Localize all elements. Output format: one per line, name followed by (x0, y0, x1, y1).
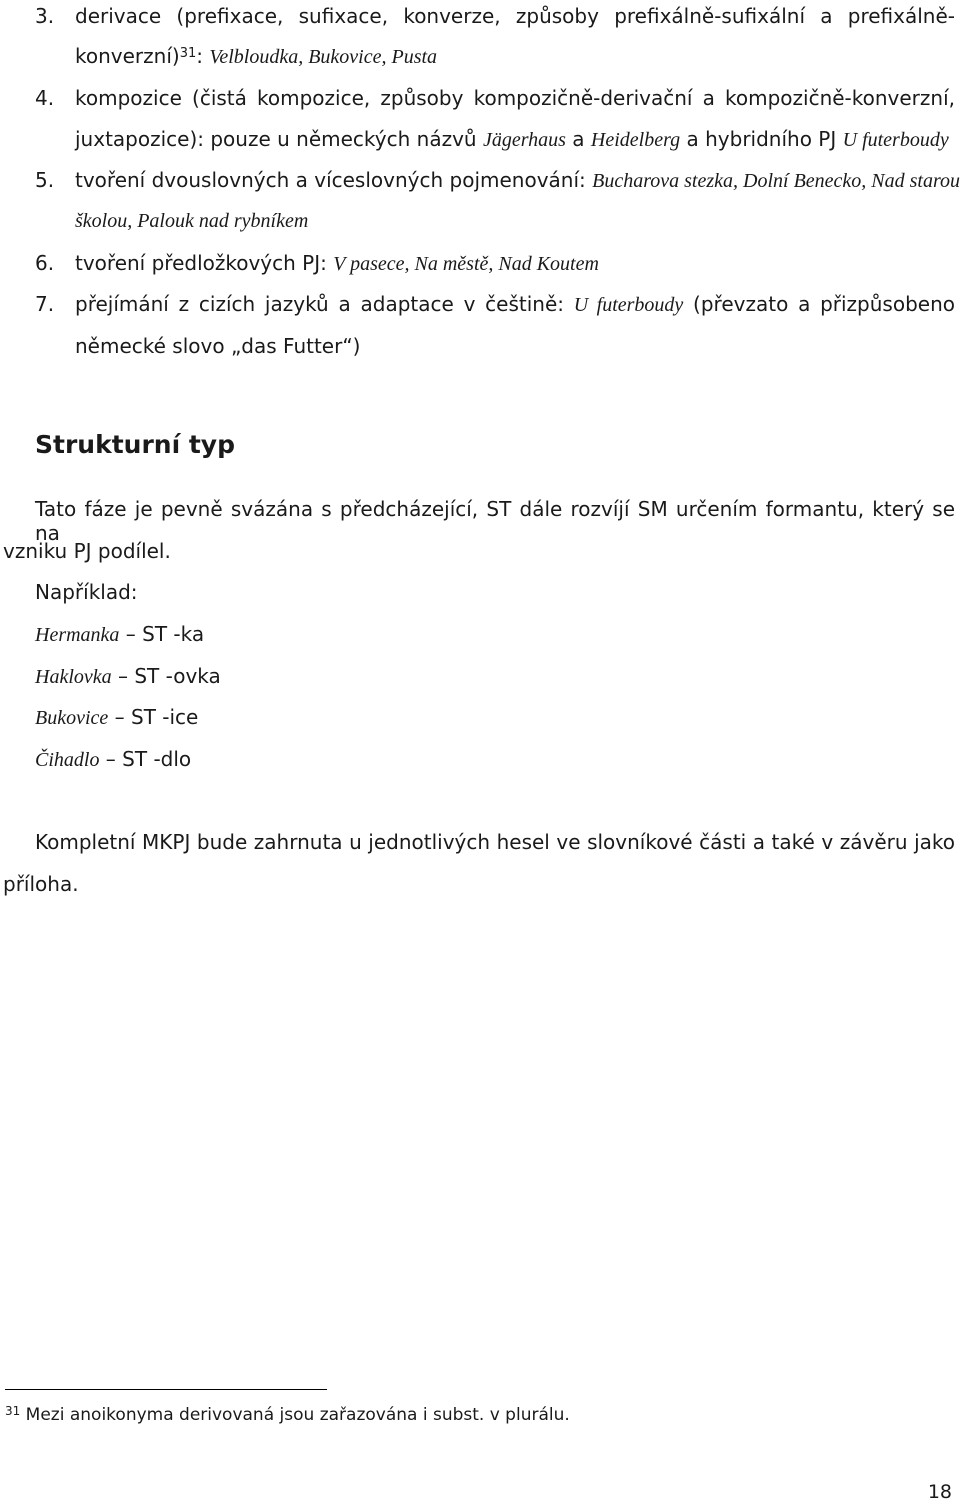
example-futerboudy: U futerboudy (842, 129, 949, 151)
list-item-5-examples-cont: školou, Palouk nad rybníkem (75, 210, 309, 232)
example-suffix: – ST -ovka (111, 664, 221, 688)
example-row (35, 705, 198, 730)
list-item-3-text: konverzní) (75, 44, 180, 68)
list-item-7-text-b: (převzato a přizpůsobeno (683, 292, 955, 316)
list-number-6: 6. (35, 251, 55, 275)
example-heidelberg: Heidelberg (590, 129, 681, 151)
paragraph-2-line1: Kompletní MKPJ bude zahrnuta u jednotlivých hesel ve slovníkové části a také v závěru jako (35, 830, 955, 854)
list-item-6-line (75, 251, 599, 276)
example-row (35, 747, 191, 772)
list-number-5: 5. (35, 168, 55, 192)
list-item-7-line1 (75, 292, 955, 317)
section-heading: Strukturní typ (35, 430, 235, 459)
example-suffix: – ST -ice (108, 705, 199, 729)
list-item-3-sep: : (196, 44, 210, 68)
footnote-ref: 31 (179, 46, 197, 61)
list-item-3-line2 (75, 44, 437, 69)
list-item-5-examples: Bucharova stezka, Dolní Benecko, Nad starou (592, 170, 960, 192)
example-name: Haklovka (35, 666, 112, 688)
footnote-separator (5, 1389, 327, 1390)
paragraph-1-line1: Tato fáze je pevně svázána s předcházející, ST dále rozvíjí SM určením formantu, který se na (35, 497, 955, 545)
list-item-7-text: přejímání z cizích jazyků a adaptace v češtině: (75, 292, 574, 316)
list-item-7-line2: německé slovo „das Futter“) (75, 334, 361, 358)
example-suffix: – ST -dlo (99, 747, 192, 771)
list-number-3: 3. (35, 4, 55, 28)
footnote-number: 31 (5, 1404, 21, 1418)
page-number: 18 (927, 1481, 952, 1503)
list-number-4: 4. (35, 86, 55, 110)
list-item-4-text: juxtapozice): pouze u německých názvů (75, 127, 483, 151)
list-item-6-text: tvoření předložkových PJ: (75, 251, 334, 275)
footnote (5, 1404, 570, 1426)
list-item-3-examples: Velbloudka, Bukovice, Pusta (209, 46, 438, 68)
example-intro: Například: (35, 580, 138, 604)
list-item-5-line1 (75, 168, 960, 193)
example-suffix: – ST -ka (119, 622, 205, 646)
paragraph-2-line2: příloha. (3, 872, 79, 896)
example-row (35, 664, 221, 689)
list-item-5-text: tvoření dvouslovných a víceslovných pojmenování: (75, 168, 593, 192)
paragraph-1-line2: vzniku PJ podílel. (3, 539, 171, 563)
list-item-4-line2 (75, 127, 949, 152)
list-item-5-line2 (75, 209, 308, 233)
list-item-4-mid: a (565, 127, 591, 151)
example-jagerhaus: Jägerhaus (482, 129, 566, 151)
example-name: Hermanka (35, 624, 120, 646)
list-item-7-example: U futerboudy (573, 294, 684, 316)
example-name: Čihadlo (35, 749, 100, 771)
example-name: Bukovice (35, 707, 109, 729)
list-item-4-line1: kompozice (čistá kompozice, způsoby kompozičně-derivační a kompozičně-konverzní, (75, 86, 955, 110)
list-item-3-line1: derivace (prefixace, sufixace, konverze, způsoby prefixálně-sufixální a prefixálně- (75, 4, 955, 28)
list-item-4-text-b: a hybridního PJ (680, 127, 843, 151)
list-number-7: 7. (35, 292, 55, 316)
footnote-text: Mezi anoikonyma derivovaná jsou zařazována i subst. v plurálu. (20, 1405, 570, 1425)
example-row (35, 622, 204, 647)
list-item-6-examples: V pasece, Na městě, Nad Koutem (333, 253, 599, 275)
